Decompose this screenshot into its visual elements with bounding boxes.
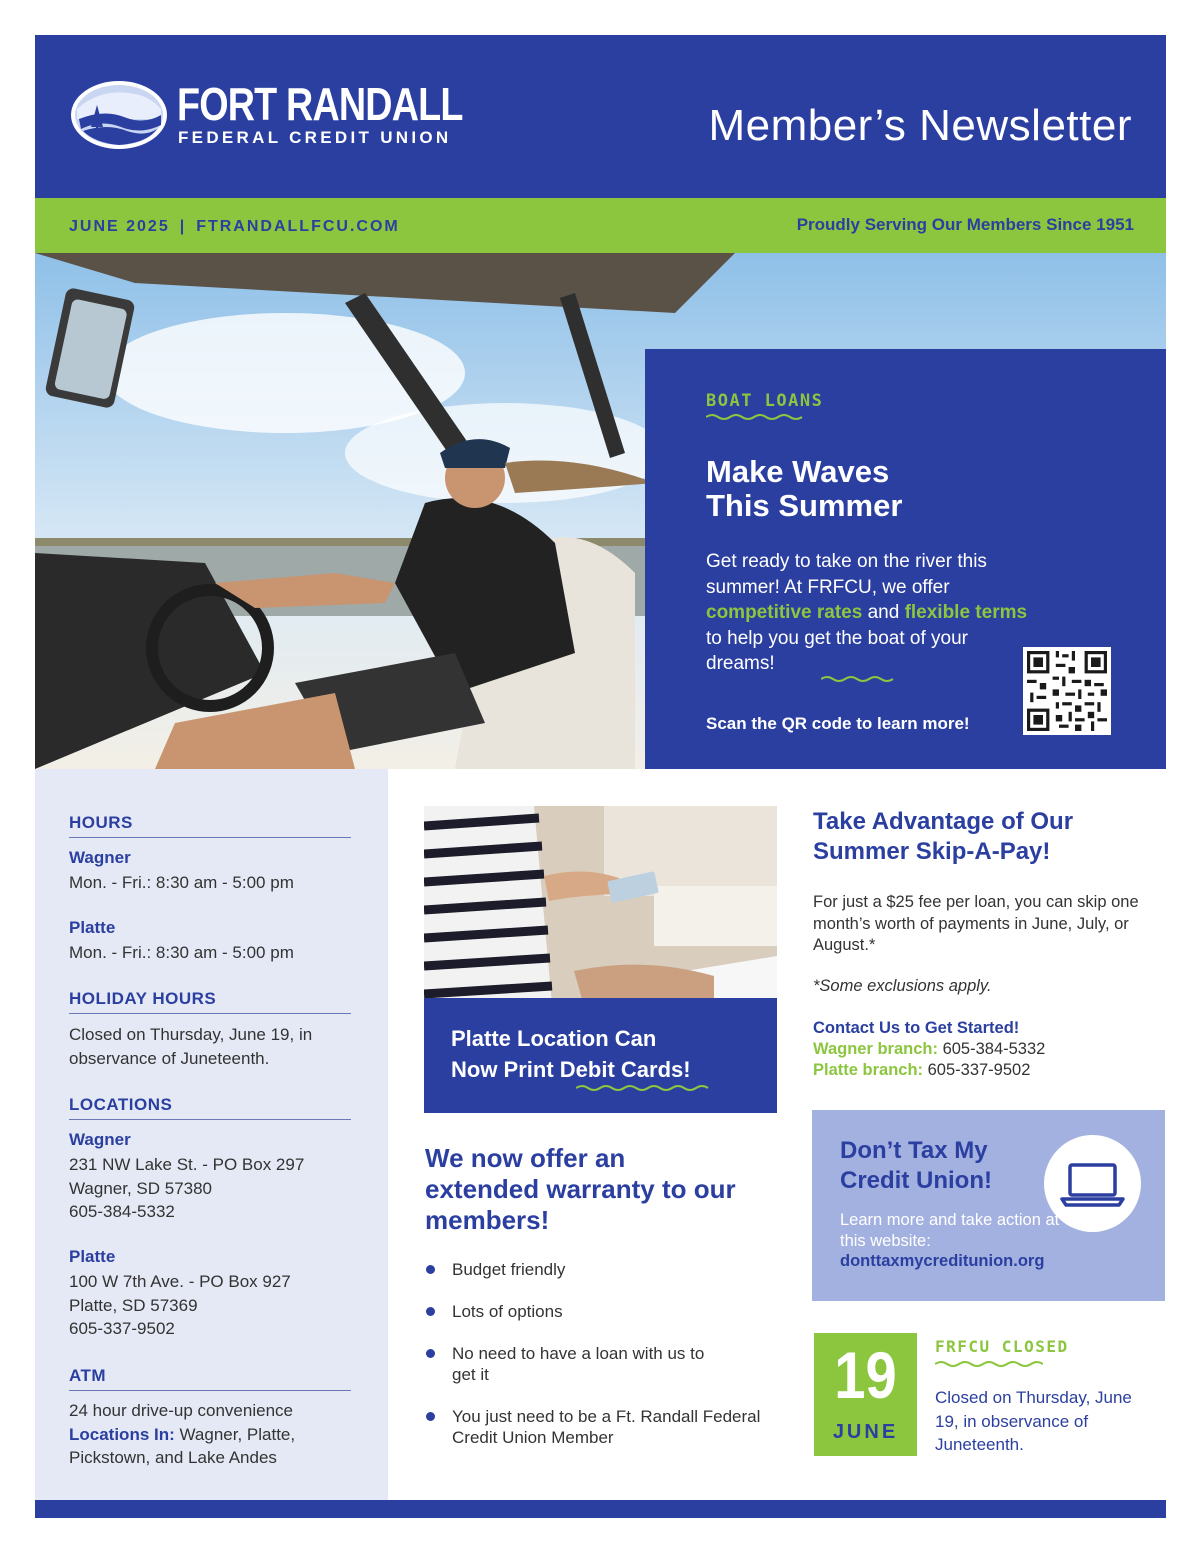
- issue-separator: |: [179, 218, 187, 235]
- debit-caption-box: [424, 998, 777, 1113]
- atm-convenience: 24 hour drive-up convenience: [69, 1401, 293, 1420]
- skip-a-pay-body: For just a $25 fee per loan, you can skip one month’s worth of payments in June, July, or August.*: [813, 893, 1139, 954]
- hours-wagner-label: Wagner: [69, 848, 131, 867]
- list-item-text: No need to have a loan with us to get it: [452, 1344, 705, 1384]
- list-item: [425, 1343, 725, 1385]
- date-month: JUNE: [832, 1421, 899, 1443]
- caption-line-1: Platte Location Can: [451, 1026, 657, 1051]
- dont-tax-body: Learn more and take action at this website:: [840, 1211, 1060, 1250]
- hours-heading: HOURS: [69, 813, 351, 838]
- address-line: 100 W 7th Ave. - PO Box 927: [69, 1272, 291, 1291]
- squiggle-divider: [576, 1084, 716, 1092]
- date-day: 19: [834, 1338, 897, 1412]
- body-text: Get ready to take on the river this summer! At FRFCU, we offer: [706, 551, 987, 598]
- phone-number[interactable]: 605-337-9502: [69, 1319, 175, 1338]
- contact-heading: Contact Us to Get Started!: [813, 1019, 1020, 1037]
- closed-eyebrow: FRFCU CLOSED: [935, 1337, 1069, 1356]
- logo-subtitle: FEDERAL CREDIT UNION: [178, 128, 452, 147]
- address-line: Platte, SD 57369: [69, 1295, 198, 1315]
- atm-locations: [69, 1423, 359, 1470]
- locations-heading: LOCATIONS: [69, 1095, 351, 1120]
- highlight-rates: competitive rates: [706, 602, 863, 623]
- hours-platte-label: Platte: [69, 918, 116, 937]
- dont-tax-link[interactable]: donttaxmycreditunion.org: [840, 1252, 1045, 1270]
- qr-code[interactable]: [1023, 647, 1111, 735]
- issue-line: [69, 218, 400, 236]
- atm-locations-list: Wagner, Platte, Pickstown, and Lake Andes: [69, 1424, 296, 1467]
- holiday-hours-heading: HOLIDAY HOURS: [69, 989, 351, 1014]
- tagline: Proudly Serving Our Members Since 1951: [796, 215, 1134, 234]
- dont-tax-box: [812, 1110, 1165, 1301]
- caption-line-2: Now Print Debit Cards!: [451, 1057, 691, 1082]
- contact-wagner-label: Wagner branch:: [813, 1040, 938, 1058]
- contact-platte-phone[interactable]: 605-337-9502: [923, 1061, 1031, 1079]
- atm-locations-label: Locations In:: [69, 1424, 175, 1444]
- bullet-icon: [426, 1349, 435, 1358]
- website-link[interactable]: FTRANDALLFCU.COM: [196, 218, 400, 235]
- info-sidebar: [35, 769, 388, 1500]
- qr-code-icon: [1027, 651, 1107, 731]
- headline-line-2: This Summer: [706, 488, 903, 523]
- warranty-list: [425, 1259, 765, 1469]
- laptop-icon: [1044, 1135, 1141, 1232]
- boat-loans-body: [706, 549, 1036, 677]
- hours-platte-text: Mon. - Fri.: 8:30 am - 5:00 pm: [69, 943, 294, 962]
- hours-wagner-text: Mon. - Fri.: 8:30 am - 5:00 pm: [69, 873, 294, 892]
- newsletter-page: [35, 35, 1166, 1518]
- squiggle-divider: [935, 1360, 1043, 1368]
- bullet-icon: [426, 1412, 435, 1421]
- body-text: and: [862, 602, 905, 623]
- squiggle-divider: [821, 675, 896, 683]
- date-badge: [814, 1333, 917, 1456]
- highlight-terms: flexible terms: [904, 602, 1028, 623]
- bullet-icon: [426, 1307, 435, 1316]
- location-wagner-label: Wagner: [69, 1130, 131, 1149]
- hero-section: [35, 253, 1166, 769]
- footer-bar: [35, 1500, 1166, 1518]
- body-text: to help you get the boat of your dreams!: [706, 627, 968, 674]
- squiggle-divider: [706, 413, 806, 421]
- atm-text: [69, 1399, 359, 1470]
- list-item: [425, 1301, 765, 1322]
- contact-platte: [813, 1061, 1030, 1080]
- location-platte-address: [69, 1270, 359, 1341]
- boat-loans-headline: [706, 455, 1106, 523]
- debit-caption: [451, 1023, 691, 1085]
- bullet-icon: [426, 1265, 435, 1274]
- list-item: [425, 1259, 765, 1280]
- warranty-heading: We now offer an extended warranty to our members!: [425, 1143, 736, 1235]
- phone-number[interactable]: 605-384-5332: [69, 1202, 175, 1221]
- closed-body: Closed on Thursday, June 19, in observance of Juneteenth.: [935, 1388, 1132, 1454]
- boat-loans-panel: [645, 349, 1166, 769]
- address-line: Wagner, SD 57380: [69, 1178, 213, 1198]
- holiday-hours-text: Closed on Thursday, June 19, in observance of Juneteenth.: [69, 1025, 313, 1068]
- list-item-text: Lots of options: [452, 1302, 563, 1321]
- issue-date: JUNE 2025: [69, 218, 170, 235]
- contact-wagner-phone[interactable]: 605-384-5332: [937, 1040, 1046, 1058]
- skip-a-pay-heading: Take Advantage of Our Summer Skip-A-Pay!: [813, 808, 1074, 865]
- headline-line-1: Make Waves: [706, 454, 890, 489]
- contact-platte-label: Platte branch:: [813, 1061, 924, 1079]
- logo-emblem-icon: [69, 79, 169, 151]
- list-item-text: Budget friendly: [452, 1260, 566, 1279]
- location-platte-label: Platte: [69, 1247, 116, 1266]
- header-banner: [35, 35, 1166, 198]
- list-item: [425, 1406, 765, 1448]
- boat-loans-eyebrow: BOAT LOANS: [706, 391, 824, 411]
- address-line: 231 NW Lake St. - PO Box 297: [69, 1155, 305, 1174]
- list-item-text: You just need to be a Ft. Randall Federal Credit Union Member: [452, 1407, 761, 1447]
- laptop-icon-circle: [1044, 1135, 1141, 1232]
- location-wagner-address: [69, 1153, 359, 1224]
- logo-title: FORT RANDALL: [177, 78, 463, 130]
- dont-tax-heading: Don’t Tax My Credit Union!: [840, 1137, 992, 1194]
- atm-heading: ATM: [69, 1366, 351, 1391]
- newsletter-title: Member’s Newsletter: [708, 101, 1132, 150]
- skip-a-pay-note: *Some exclusions apply.: [813, 977, 992, 995]
- contact-wagner: [813, 1040, 1045, 1059]
- scan-cta: Scan the QR code to learn more!: [706, 714, 970, 733]
